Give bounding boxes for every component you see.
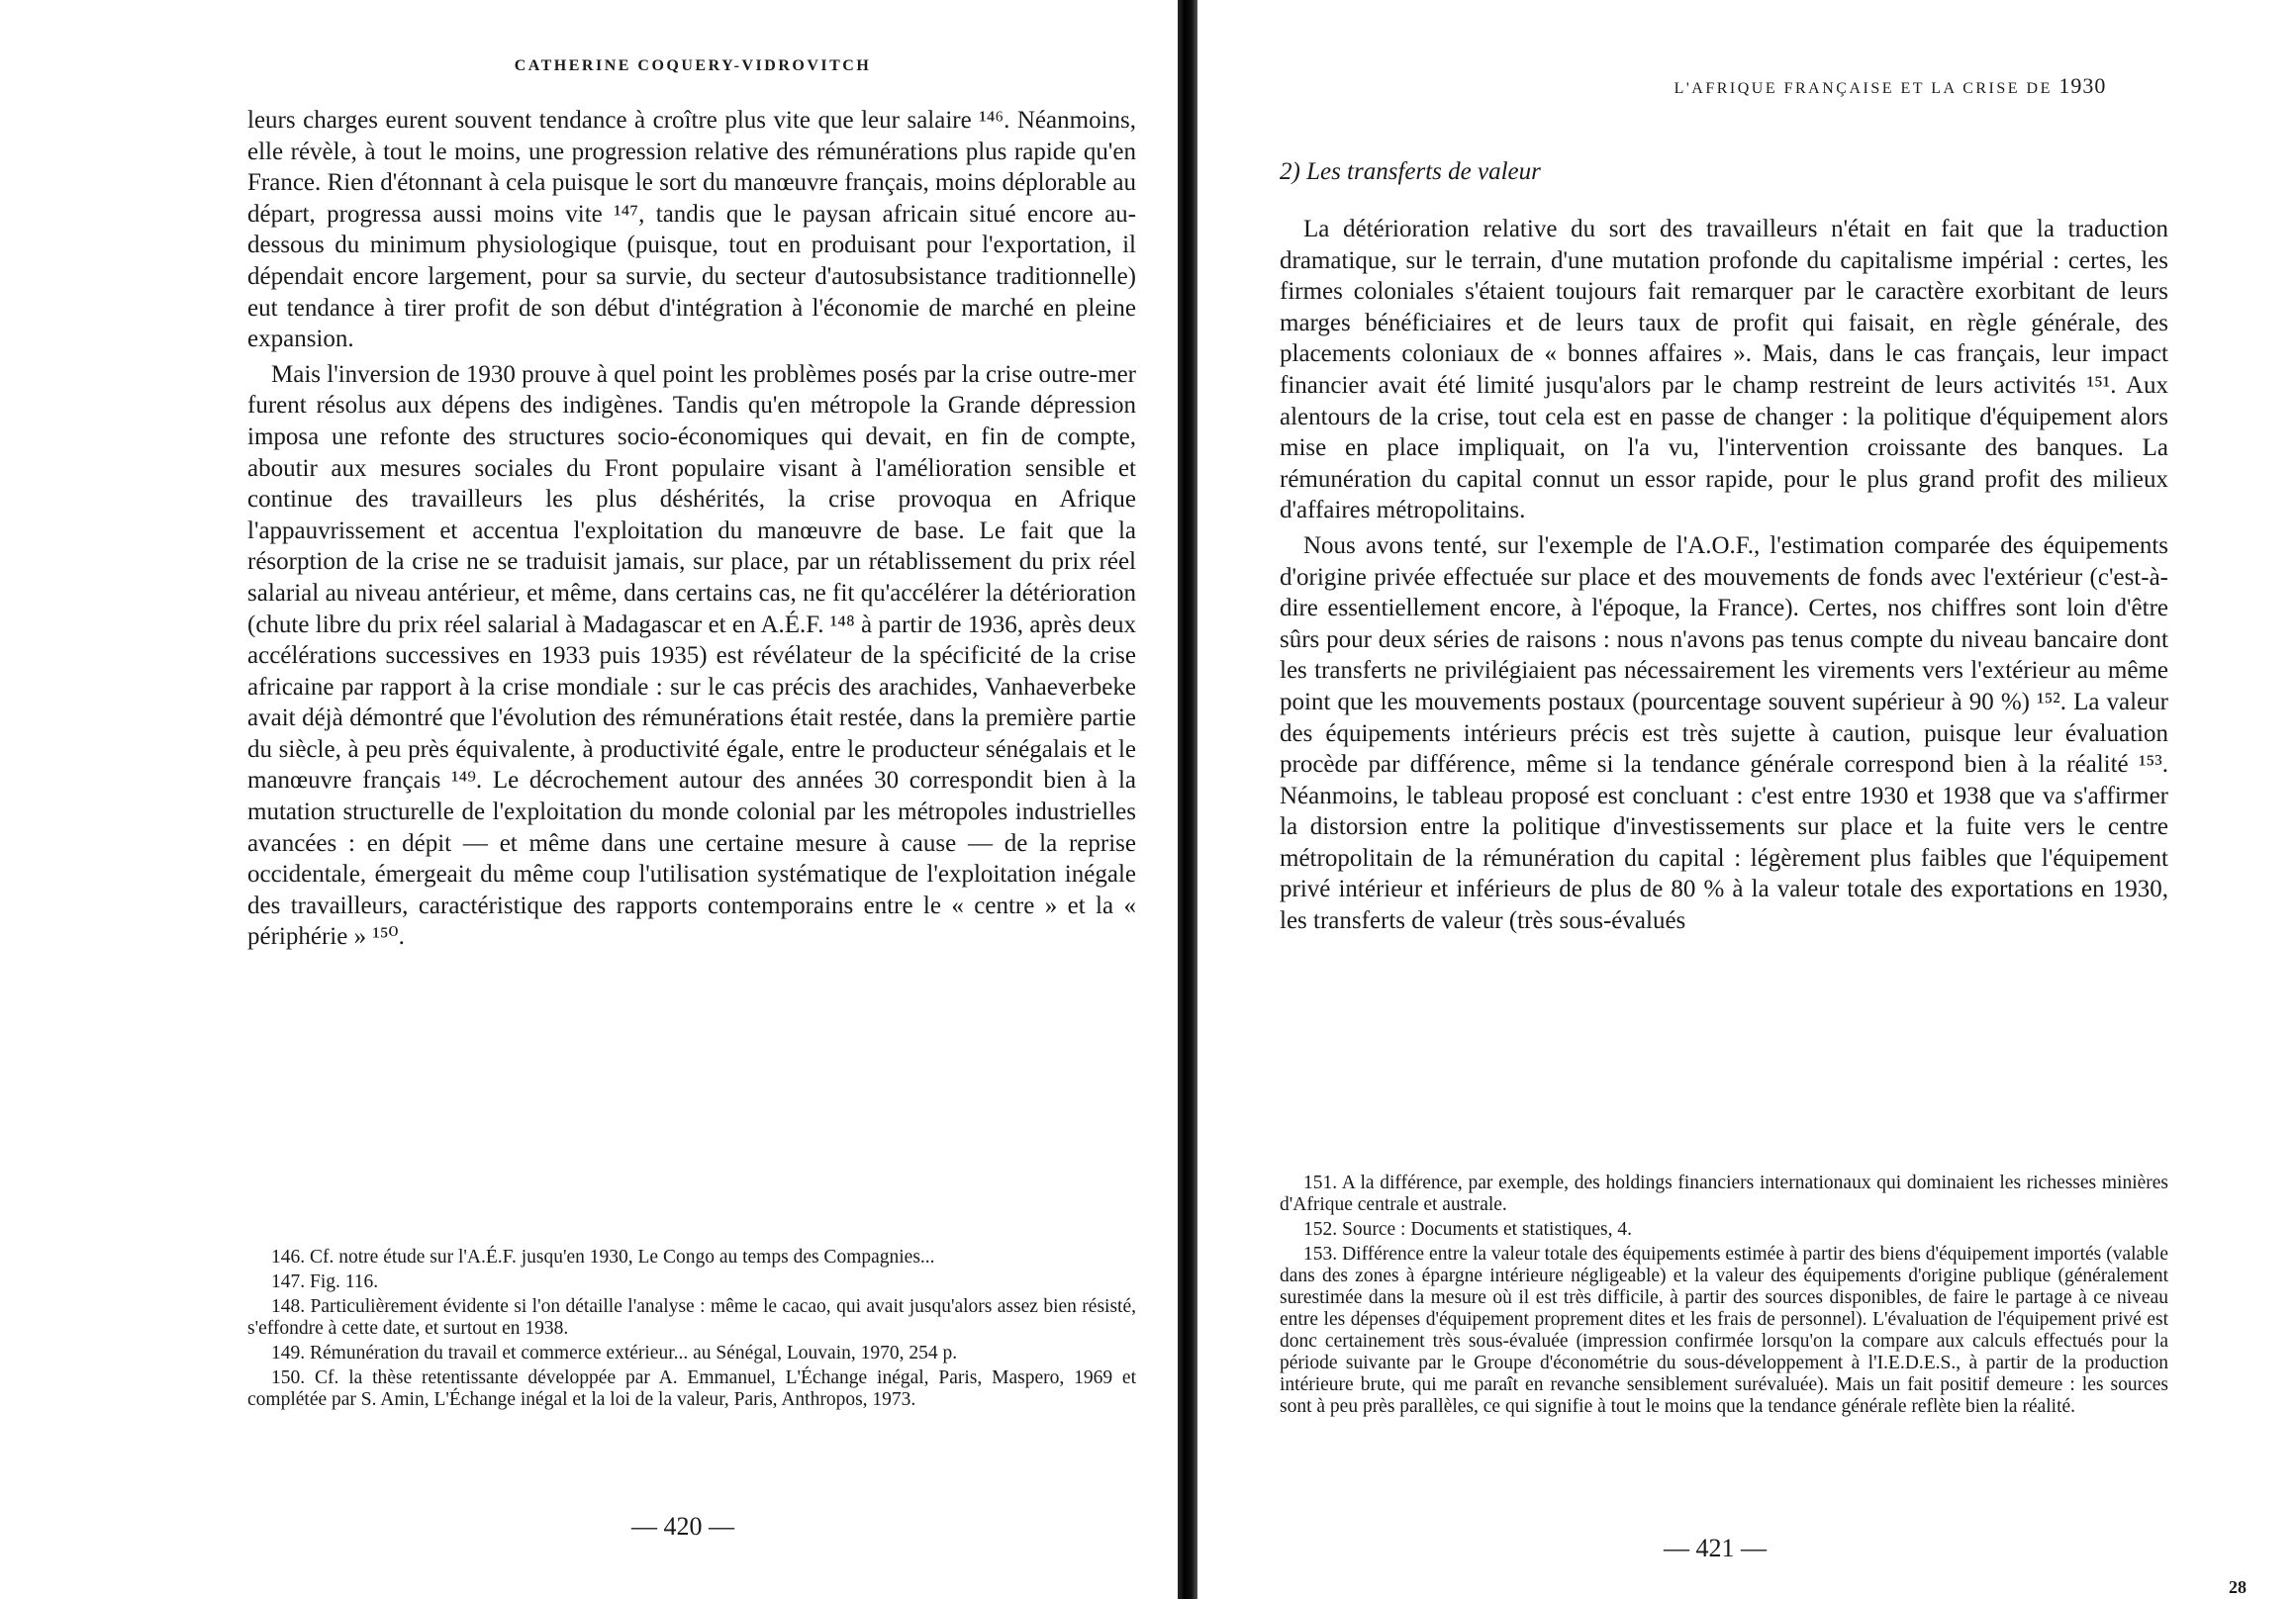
left-footnotes bbox=[247, 1247, 1136, 1414]
book-gutter bbox=[1178, 0, 1197, 1599]
running-head-title bbox=[1445, 73, 2296, 99]
right-page bbox=[1197, 0, 2296, 1599]
footnote: 153. Différence entre la valeur totale des équipements estimée à partir des biens d'équipement importés (valable dans des zones à épargne intérieure négligeable) et la valeur des équipements d'origine publique (généralement surestimée dans la mesure où il est très difficile, à partir des sources disponibles, de faire le partage à ce niveau entre les dépenses d'équipement proprement dites et les frais de personnel). L'évaluation de l'équipement privé est donc certainement très sous-évaluée (impression confirmée lorsqu'on la compare aux calculs effectués pour la période suivante par le Groupe d'économétrie du sous-développement à l'I.E.D.E.S., à partir de la production intérieure brute, qui me paraît en revanche sensiblement surévaluée). Mais un fait positif demeure : les sources sont à peu près parallèles, ce qui signifie à tout le moins que la tendance générale reflète bien la réalité. bbox=[1280, 1244, 2168, 1417]
running-head-text: L'AFRIQUE FRANÇAISE ET LA CRISE DE bbox=[1674, 80, 2053, 97]
paragraph: Mais l'inversion de 1930 prouve à quel point les problèmes posés par la crise outre-mer furent résolus aux dépens des indigènes. Tandis qu'en métropole la Grande dépression imposa une refonte des structures socio-économiques qui devait, en fin de compte, aboutir aux mesures sociales du Front populaire visant à l'amélioration sensible et continue des travailleurs les plus déshérités, la crise provoqua en Afrique l'appauvrissement et accentua l'exploitation du manœuvre de base. Le fait que la résorption de la crise ne se traduisit jamais, sur place, par un rétablissement du prix réel salarial au niveau antérieur, et même, dans certains cas, ne fit qu'accélérer la détérioration (chute libre du prix réel salarial à Madagascar et en A.É.F. ¹⁴⁸ à partir de 1936, après deux accélérations successives en 1933 puis 1935) est révélateur de la spécificité de la crise africaine par rapport à la crise mondiale : sur le cas précis des arachides, Vanhaeverbeke avait déjà démontré que l'évolution des rémunérations était restée, dans la première partie du siècle, à peu près équivalente, à productivité égale, entre le producteur sénégalais et le manœuvre français ¹⁴⁹. Le décrochement autour des années 30 correspondit bien à la mutation structurelle de l'exploitation du monde colonial par les métropoles industrielles avancées : en dépit — et même dans une certaine mesure à cause — de la reprise occidentale, émergeait du même coup l'utilisation systématique de l'exploitation inégale des travailleurs, caractéristique des rapports contemporains entre le « centre » et la « périphérie » ¹⁵⁰. bbox=[247, 360, 1136, 951]
left-body-text bbox=[247, 105, 1136, 957]
footnote: 151. A la différence, par exemple, des holdings financiers internationaux qui dominaient les richesses minières d'Afrique centrale et australe. bbox=[1280, 1173, 2168, 1215]
footnote: 146. Cf. notre étude sur l'A.É.F. jusqu'en 1930, Le Congo au temps des Compagnies... bbox=[271, 1247, 935, 1268]
right-body-text bbox=[1280, 214, 2168, 941]
footnote: 147. Fig. 116. bbox=[271, 1271, 379, 1292]
paragraph: leurs charges eurent souvent tendance à croître plus vite que leur salaire ¹⁴⁶. Néanmoins, elle révèle, à tout le moins, une progression relative des rémunérations plus rapide qu'en France. Rien d'étonnant à cela puisque le sort du manœuvre français, moins déplorable au départ, progressa aussi moins vite ¹⁴⁷, tandis que le paysan africain situé encore au-dessous du minimum physiologique (puisque, tout en produisant pour l'exportation, il dépendait encore largement, pour sa survie, du secteur d'autosubsistance traditionnelle) eut tendance à tirer profit de son début d'intégration à l'économie de marché en pleine expansion. bbox=[247, 107, 1136, 353]
running-head-author: CATHERINE COQUERY-VIDROVITCH bbox=[514, 57, 872, 74]
right-footnotes bbox=[1280, 1173, 2168, 1421]
paragraph: Nous avons tenté, sur l'exemple de l'A.O.F., l'estimation comparée des équipements d'origine privée effectuée sur place et des mouvements de fonds avec l'extérieur (c'est-à-dire essentiellement encore, à l'époque, la France). Certes, nos chiffres sont loin d'être sûrs pour deux séries de raisons : nous n'avons pas tenus compte du niveau bancaire dont les transferts ne privilégiaient pas nécessairement les virements vers l'extérieur au même point que les mouvements postaux (pourcentage souvent supérieur à 90 %) ¹⁵². La valeur des équipements intérieurs précis est très sujette à caution, puisque leur évaluation procède par différence, même si la tendance générale correspond bien à la réalité ¹⁵³. Néanmoins, le tableau proposé est concluant : c'est entre 1930 et 1938 que va s'affirmer la distorsion entre la politique d'investissements sur place et la fuite vers le centre métropolitain de la rémunération du capital : légèrement plus faibles que l'équipement privé intérieur et inférieurs de plus de 80 % à la valeur totale des exportations en 1930, les transferts de valeur (très sous-évalués bbox=[1280, 531, 2168, 935]
page-number-right: — 421 — bbox=[1664, 1534, 1767, 1562]
page-number-left: — 420 — bbox=[631, 1512, 734, 1541]
footnote: 148. Particulièrement évidente si l'on détaille l'analyse : même le cacao, qui avait jusqu'alors assez bien résisté, s'effondre à cette date, et surtout en 1938. bbox=[247, 1296, 1136, 1339]
footnote: 150. Cf. la thèse retentissante développée par A. Emmanuel, L'Échange inégal, Paris, Maspero, 1969 et complétée par S. Amin, L'Échange inégal et la loi de la valeur, Paris, Anthropos, 1973. bbox=[247, 1367, 1136, 1410]
footnote: 152. Source : Documents et statistiques, 4. bbox=[1303, 1219, 1632, 1240]
section-heading: 2) Les transferts de valeur bbox=[1280, 158, 1541, 185]
footnote: 149. Rémunération du travail et commerce extérieur... au Sénégal, Louvain, 1970, 254 p. bbox=[271, 1343, 958, 1364]
running-head-year: 1930 bbox=[2058, 73, 2107, 98]
sheet-signature-mark: 28 bbox=[2229, 1577, 2247, 1597]
paragraph: La détérioration relative du sort des travailleurs n'était en fait que la traduction dramatique, sur le terrain, d'une mutation profonde du capitalisme impérial : certes, les firmes coloniales s'étaient toujours fait remarquer par le caractère exorbitant de leurs marges bénéficiaires et de leurs taux de profit qui faisait, en règle générale, des placements coloniaux de « bonnes affaires ». Mais, dans le cas français, leur impact financier avait été limité jusqu'alors par le champ restreint de leurs activités ¹⁵¹. Aux alentours de la crise, tout cela est en passe de changer : la politique d'équipement alors mise en place impliquait, on l'a vu, l'intervention croissante des banques. La rémunération du capital connut un essor rapide, pour le plus grand profit des milieux d'affaires métropolitains. bbox=[1280, 216, 2168, 524]
